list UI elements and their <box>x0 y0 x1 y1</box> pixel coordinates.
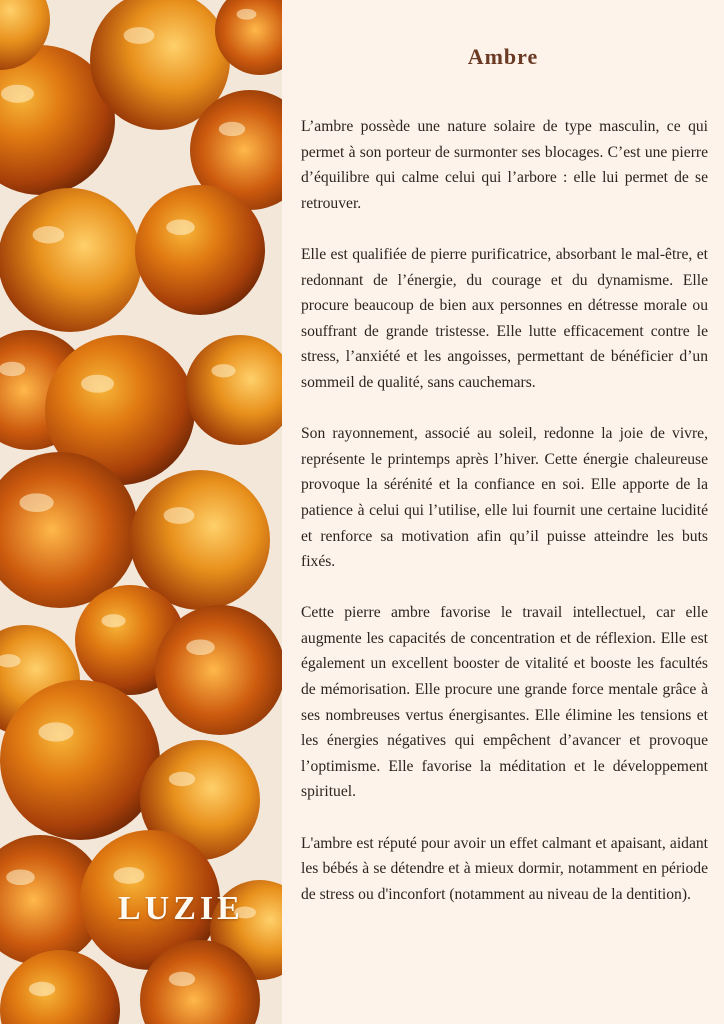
amber-bead <box>130 470 270 610</box>
bead-highlight <box>81 375 114 393</box>
paragraph-4: Cette pierre ambre favorise le travail intellectuel, car elle augmente les capacités de concentration et de réflexion. Elle est également un excellent booster de vitalité et booste les facultés de mémorisation. Elle procure une grande force mentale grâce à ses nombreuses vertus énergisantes. Elle élimine les tensions et les énergies négatives qui empêchent d’avancer et provoque l’optimisme. Elle favorise la méditation et le développement spirituel. <box>301 604 708 801</box>
bead-highlight <box>29 982 55 996</box>
paragraph-5: L'ambre est réputé pour avoir un effet calmant et apaisant, aidant les bébés à se détendre et à mieux dormir, notamment en période de stress ou d'inconfort (notamment au niveau de la dentition). <box>301 834 708 903</box>
bead-highlight <box>186 639 215 655</box>
amber-bead <box>0 680 160 840</box>
bead-highlight <box>211 364 235 377</box>
bead-highlight <box>33 226 65 243</box>
amber-bead <box>135 185 265 315</box>
amber-bead <box>185 335 282 445</box>
description-body <box>301 114 708 933</box>
bead-highlight <box>169 772 195 786</box>
page-title: Ambre <box>467 44 539 69</box>
amber-bead <box>155 605 282 735</box>
bead-highlight <box>38 722 73 741</box>
bead-highlight <box>164 507 195 524</box>
bead-highlight <box>0 362 25 376</box>
bead-highlight <box>169 972 195 986</box>
bead-highlight <box>6 869 35 885</box>
amber-bead <box>0 188 142 332</box>
paragraph-1: L’ambre possède une nature solaire de type masculin, ce qui permet à son porteur de surmonter ses blocages. C’est une pierre d’équilibre qui calme celui qui l’arbore : elle lui permet de se retrouver. <box>301 118 708 212</box>
bead-highlight <box>166 219 195 235</box>
bead-highlight <box>1 85 34 103</box>
bead-highlight <box>101 614 125 627</box>
bead-highlight <box>237 9 257 20</box>
bead-highlight <box>19 493 53 512</box>
amber-beads-photo <box>0 0 282 1024</box>
description-panel <box>282 0 724 1024</box>
paragraph-3: Son rayonnement, associé au soleil, redonne la joie de vivre, représente le printemps après l’hiver. Cette énergie chaleureuse provoque la sérénité et la confiance en soi. Elle apporte de la patience à celui qui l’utilise, elle lui fournit une certaine lucidité et renforce sa motivation afin qu’il puisse atteindre les buts fixés. <box>301 425 708 571</box>
bead-highlight <box>124 27 155 44</box>
brand-logo: LUZIE <box>118 890 244 927</box>
paragraph-2: Elle est qualifiée de pierre purificatrice, absorbant le mal-être, et redonnant de l’énergie, du courage et du dynamisme. Elle procure beaucoup de bien aux personnes en détresse morale ou souffrant de grande tristesse. Elle lutte efficacement contre le stress, l’anxiété et les angoisses, permettant de bénéficier d’un sommeil de qualité, sans cauchemars. <box>301 245 708 391</box>
bead-highlight <box>114 867 145 884</box>
bead-highlight <box>219 122 245 136</box>
